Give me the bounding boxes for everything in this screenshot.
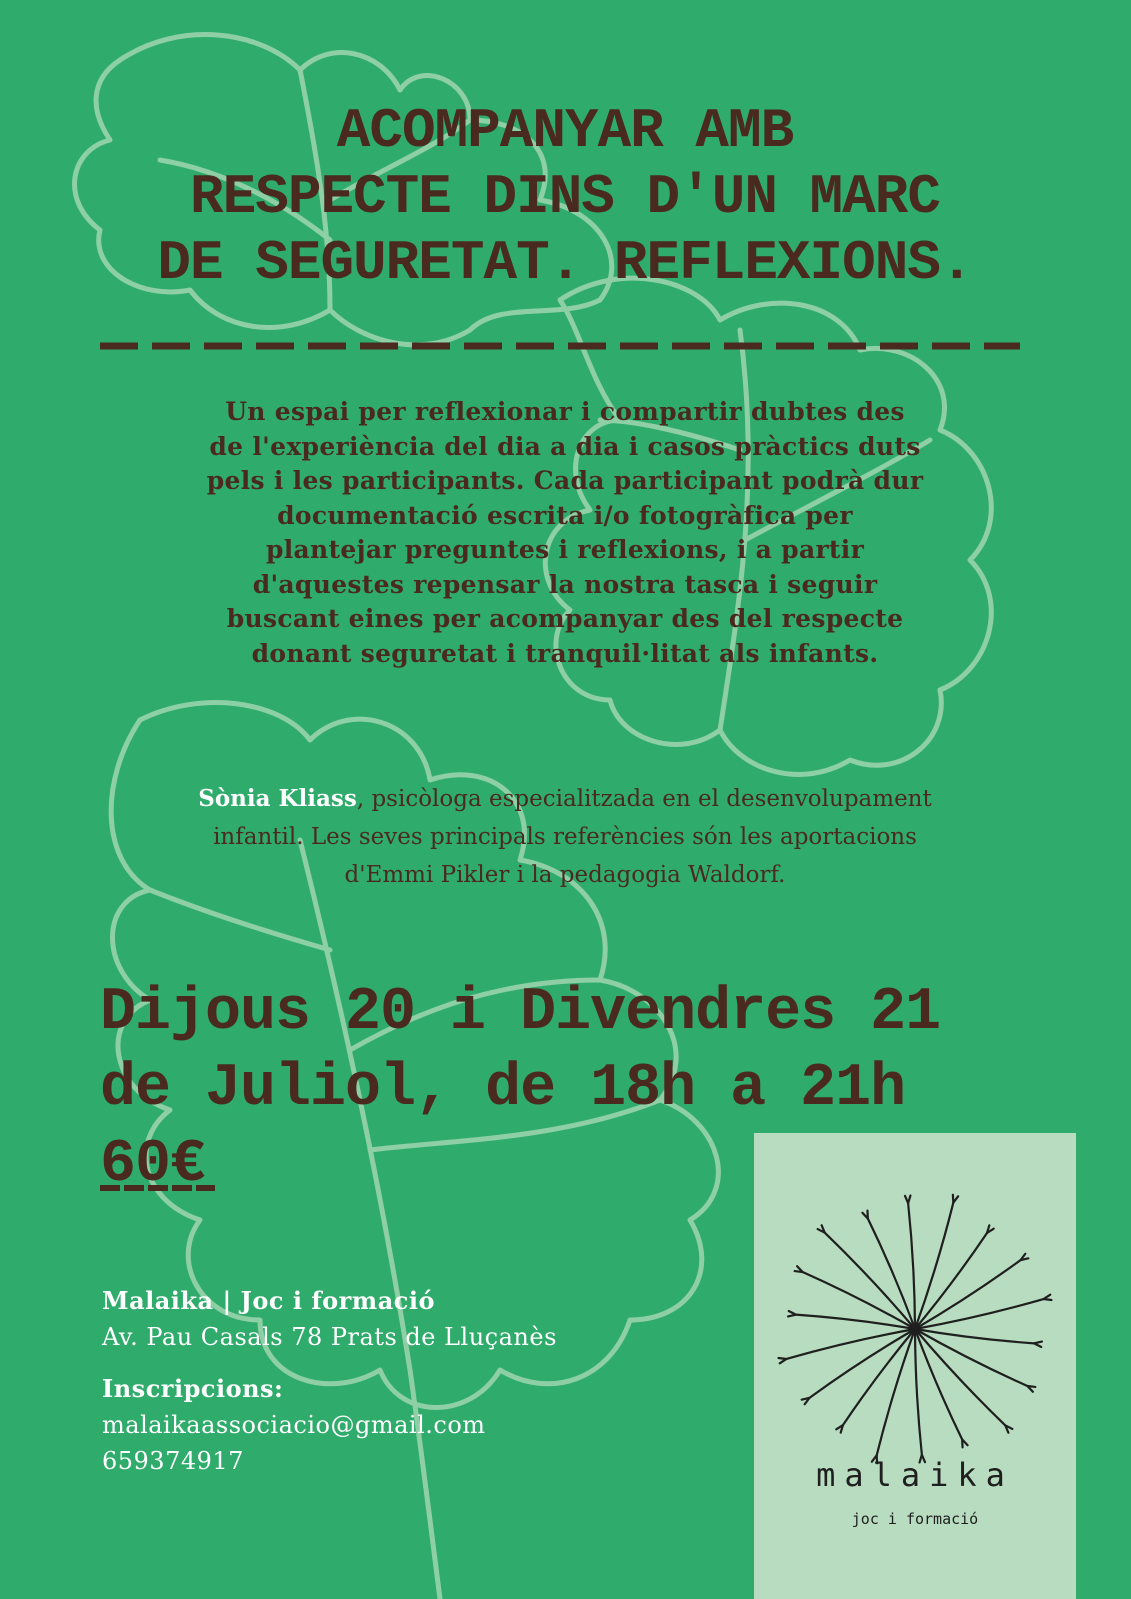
bio-text: d'Emmi Pikler i la pedagogia Waldorf. <box>344 862 786 888</box>
logo-wordmark: malaika <box>816 1456 1014 1494</box>
logo-ray-tip <box>1044 1295 1052 1300</box>
description-line: buscant eines per acompanyar des del respecte <box>226 604 904 633</box>
dashed-divider <box>100 339 1020 353</box>
price-underline <box>100 1182 215 1194</box>
leaf-stem-bottom <box>150 840 660 1599</box>
organization-name: Malaika | Joc i formació <box>102 1286 435 1315</box>
logo-ray <box>915 1329 1005 1425</box>
logo-ray-tip <box>836 1425 843 1433</box>
logo-ray-tip <box>1034 1342 1042 1347</box>
description-line: de l'experiència del dia a dia i casos pràctics duts <box>209 431 921 461</box>
logo-ray-tip <box>788 1311 796 1316</box>
radiating-lines-icon <box>774 1188 1056 1470</box>
price: 60€ <box>100 1131 206 1199</box>
description-line: donant seguretat i tranquil·litat als infants. <box>251 638 879 668</box>
speaker-bio <box>80 780 1050 894</box>
logo-ray-tip <box>987 1225 994 1233</box>
logo-panel <box>754 1133 1076 1599</box>
bio-text: infantil. Les seves principals referències són les aportacions <box>213 824 917 850</box>
title-line: ACOMPANYAR AMB <box>336 99 794 163</box>
logo-ray <box>915 1233 987 1329</box>
logo-ray <box>908 1203 915 1329</box>
logo-ray-tip <box>818 1225 825 1232</box>
bio-text: , psicòloga especialitzada en el desenvolupament <box>356 786 932 812</box>
description-line: pels i les participants. Cada participant podrà dur <box>206 466 924 495</box>
title-line: RESPECTE DINS D'UN MARC <box>190 165 940 229</box>
contact-info <box>102 1283 557 1479</box>
speaker-name: Sònia Kliass <box>198 785 357 812</box>
title-line: DE SEGURETAT. REFLEXIONS. <box>157 231 973 295</box>
logo-ray <box>915 1329 922 1455</box>
event-description <box>80 395 1050 671</box>
inscriptions-label: Inscripcions: <box>102 1374 284 1403</box>
date-line: de Juliol, de 18h a 21h <box>100 1055 906 1123</box>
address: Av. Pau Casals 78 Prats de Lluçanès <box>102 1323 557 1351</box>
logo-ray-tip <box>1027 1386 1035 1392</box>
logo-ray-tip <box>802 1398 810 1404</box>
logo-ray-tip <box>905 1196 910 1204</box>
logo-ray-tip <box>953 1195 958 1203</box>
description-line: Un espai per reflexionar i compartir dubtes des <box>225 397 905 426</box>
logo-subtitle: joc i formació <box>851 1510 979 1528</box>
logo-ray-tip <box>862 1211 867 1219</box>
description-line: plantejar preguntes i reflexions, i a partir <box>265 535 865 564</box>
logo-ray-tip <box>962 1439 967 1447</box>
logo-ray-tip <box>1021 1254 1029 1260</box>
logo-ray-tip <box>795 1266 803 1272</box>
logo-ray <box>825 1233 915 1329</box>
logo-ray <box>843 1329 915 1425</box>
description-line: d'aquestes repensar la nostra tasca i seguir <box>252 569 878 599</box>
phone-number[interactable]: 659374917 <box>102 1447 244 1475</box>
logo-ray <box>868 1219 915 1329</box>
description-line: documentació escrita i/o fotogràfica per <box>277 500 853 530</box>
logo-ray <box>796 1315 915 1329</box>
event-title <box>60 98 1070 296</box>
date-line: Dijous 20 i Divendres 21 <box>100 979 941 1047</box>
logo-ray <box>915 1329 1034 1343</box>
logo-ray-tip <box>1005 1425 1012 1432</box>
logo-ray <box>915 1329 962 1439</box>
logo-ray-tip <box>779 1358 787 1363</box>
email-link[interactable]: malaikaassociacio@gmail.com <box>102 1411 486 1439</box>
